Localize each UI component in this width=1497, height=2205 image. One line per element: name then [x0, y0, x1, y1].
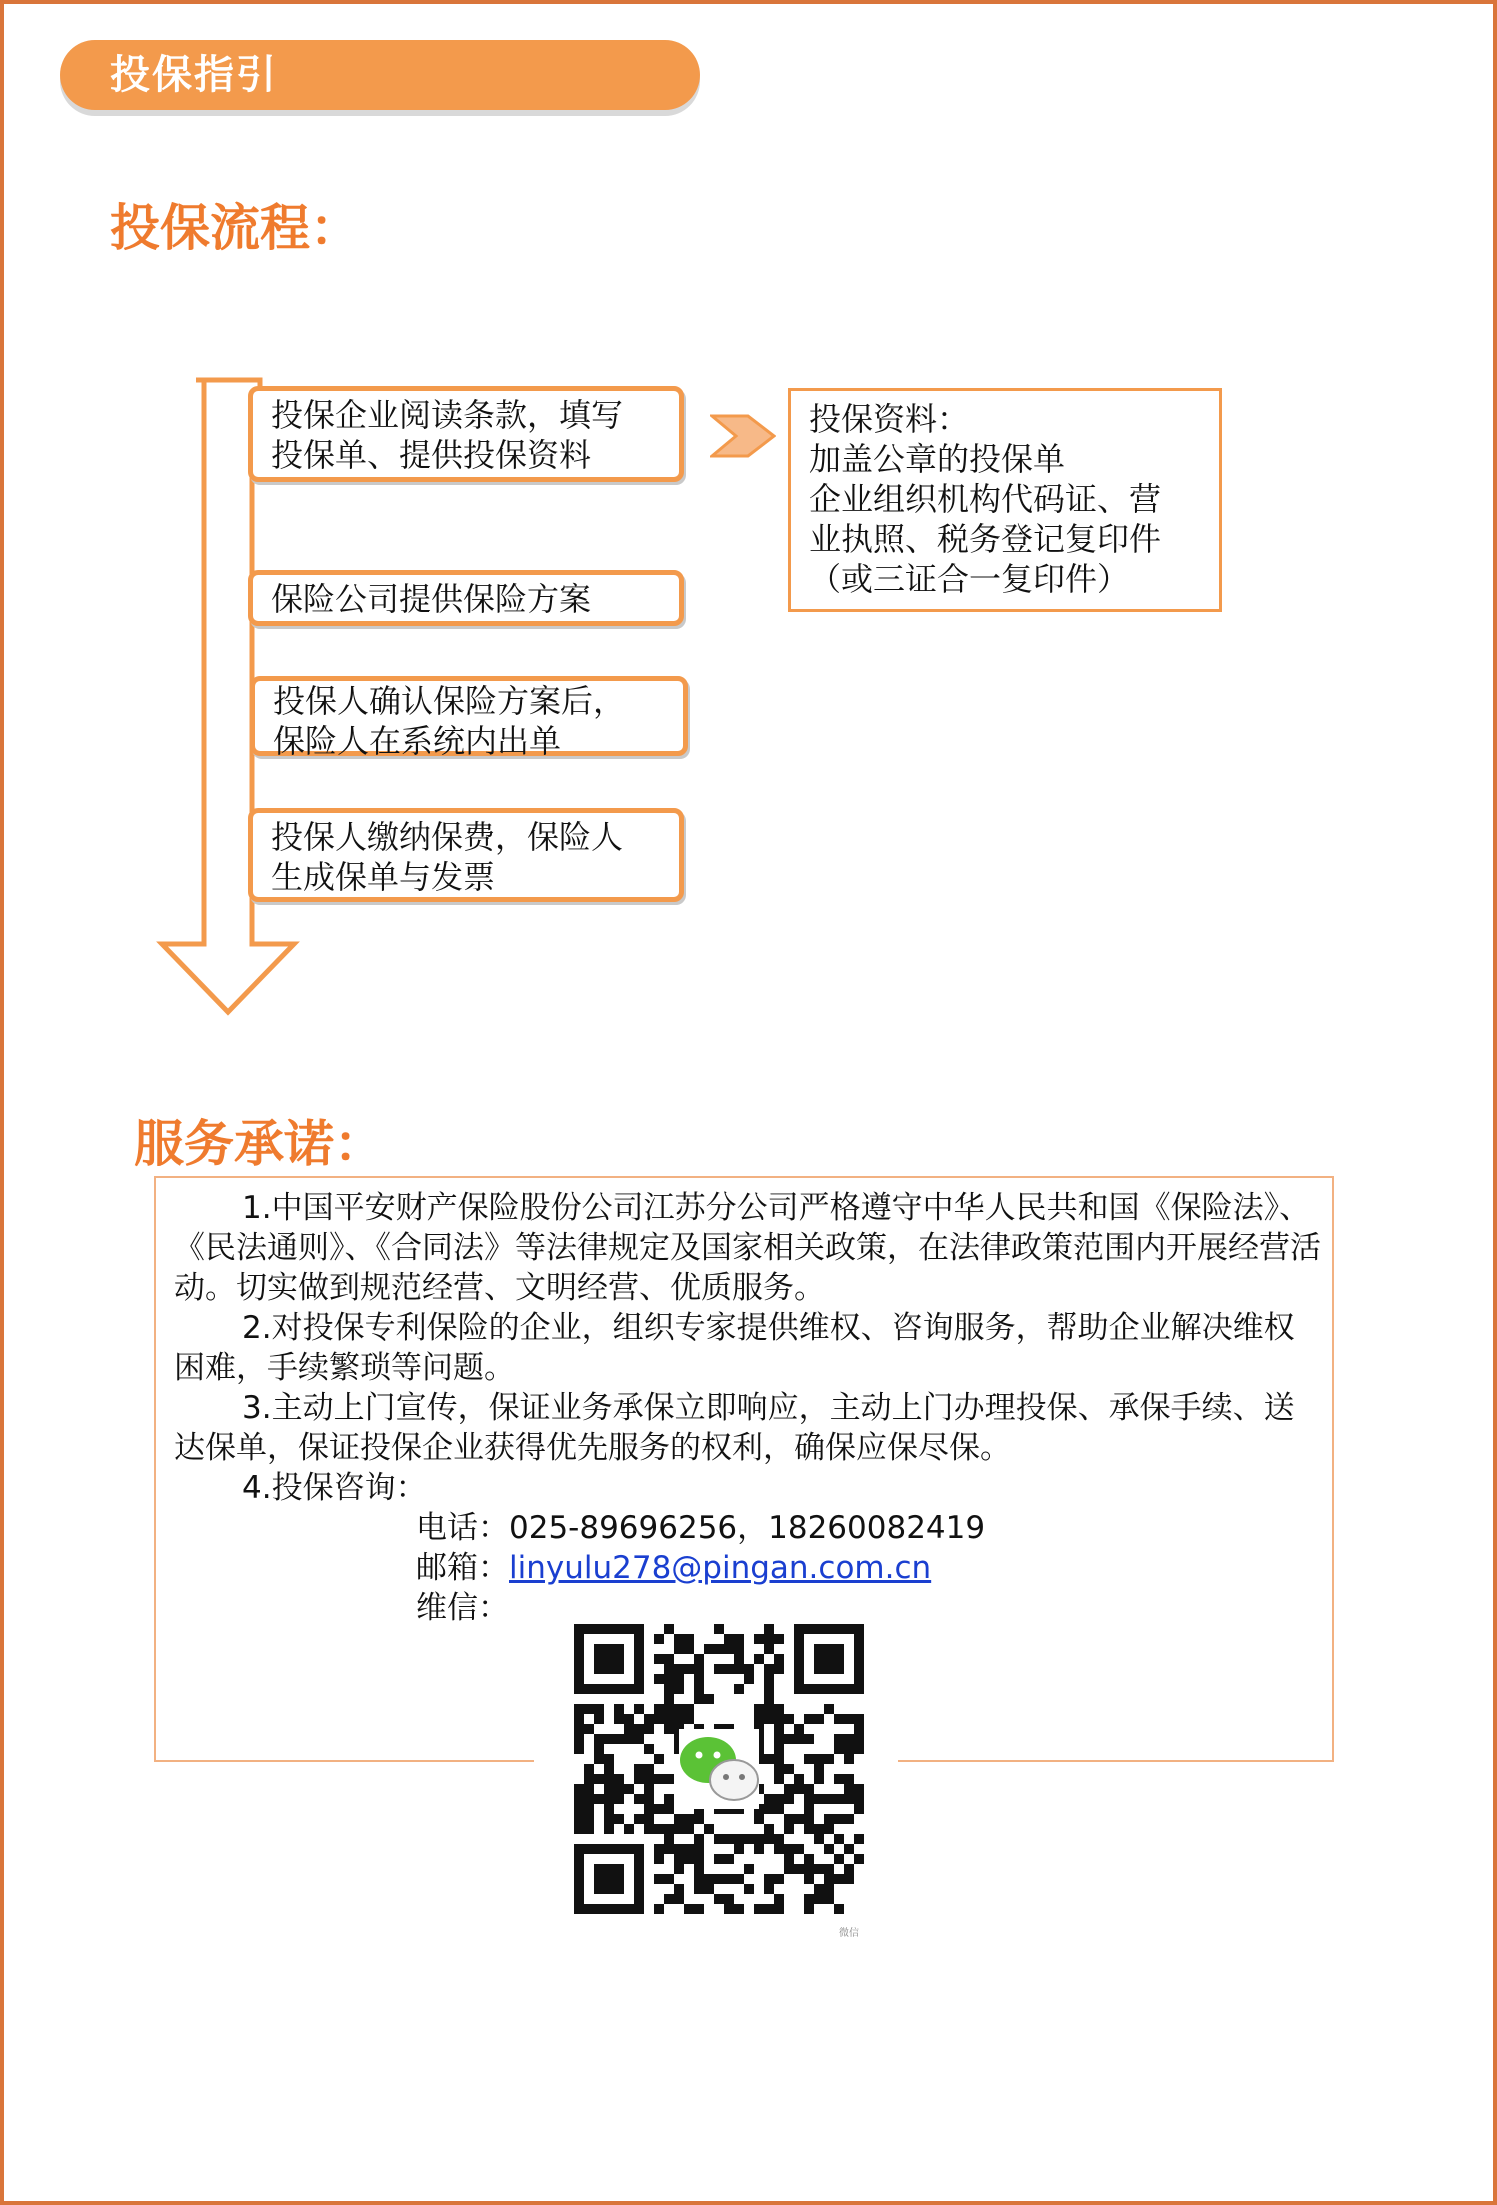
flow-step-3: 投保人确认保险方案后， 保险人在系统内出单 — [250, 676, 688, 756]
flow-step-4: 投保人缴纳保费，保险人 生成保单与发票 — [248, 808, 684, 902]
flow-section-title: 投保流程： — [110, 198, 360, 257]
contact-wechat — [416, 1588, 509, 1628]
chevron-right-icon — [710, 414, 776, 458]
contact-phone — [416, 1508, 985, 1548]
service-paragraph-1: 1.中国平安财产保险股份公司江苏分公司严格遵守中华人民共和国《保险法》、《民法通则》、《合同法》等法律规定及国家相关政策，在法律政策范围内开展经营活动。切实做到规范经营、文明经营、优质服务。 — [174, 1190, 1321, 1306]
service-paragraph-3: 3.主动上门宣传，保证业务承保立即响应，主动上门办理投保、承保手续、送达保单，保证投保企业获得优先服务的权利，确保应保尽保。 — [174, 1390, 1295, 1466]
header-banner — [60, 40, 700, 110]
phone-label: 电话： — [416, 1510, 509, 1546]
qr-caption: 微信 — [839, 1928, 859, 1939]
flow-step-2: 保险公司提供保险方案 — [248, 570, 684, 626]
contact-email — [416, 1548, 931, 1588]
materials-box: 投保资料： 加盖公章的投保单 企业组织机构代码证、营 业执照、税务登记复印件 （或三证合一复印件） — [788, 388, 1222, 612]
phone-value: 025-89696256，18260082419 — [509, 1510, 986, 1546]
header-title: 投保指引 — [110, 52, 278, 98]
qr-code-icon — [574, 1624, 864, 1914]
wechat-qr-code — [534, 1624, 898, 1954]
email-label: 邮箱： — [416, 1550, 509, 1586]
wechat-logo-icon — [679, 1729, 759, 1809]
service-section-title: 服务承诺： — [134, 1114, 384, 1173]
email-link[interactable]: linyulu278@pingan.com.cn — [509, 1550, 932, 1586]
service-paragraph-2: 2.对投保专利保险的企业，组织专家提供维权、咨询服务，帮助企业解决维权困难，手续繁琐等问题。 — [174, 1310, 1295, 1386]
flow-step-1: 投保企业阅读条款，填写 投保单、提供投保资料 — [248, 386, 684, 482]
wechat-label: 维信： — [416, 1590, 509, 1626]
service-paragraph-4: 4.投保咨询： — [242, 1470, 427, 1506]
